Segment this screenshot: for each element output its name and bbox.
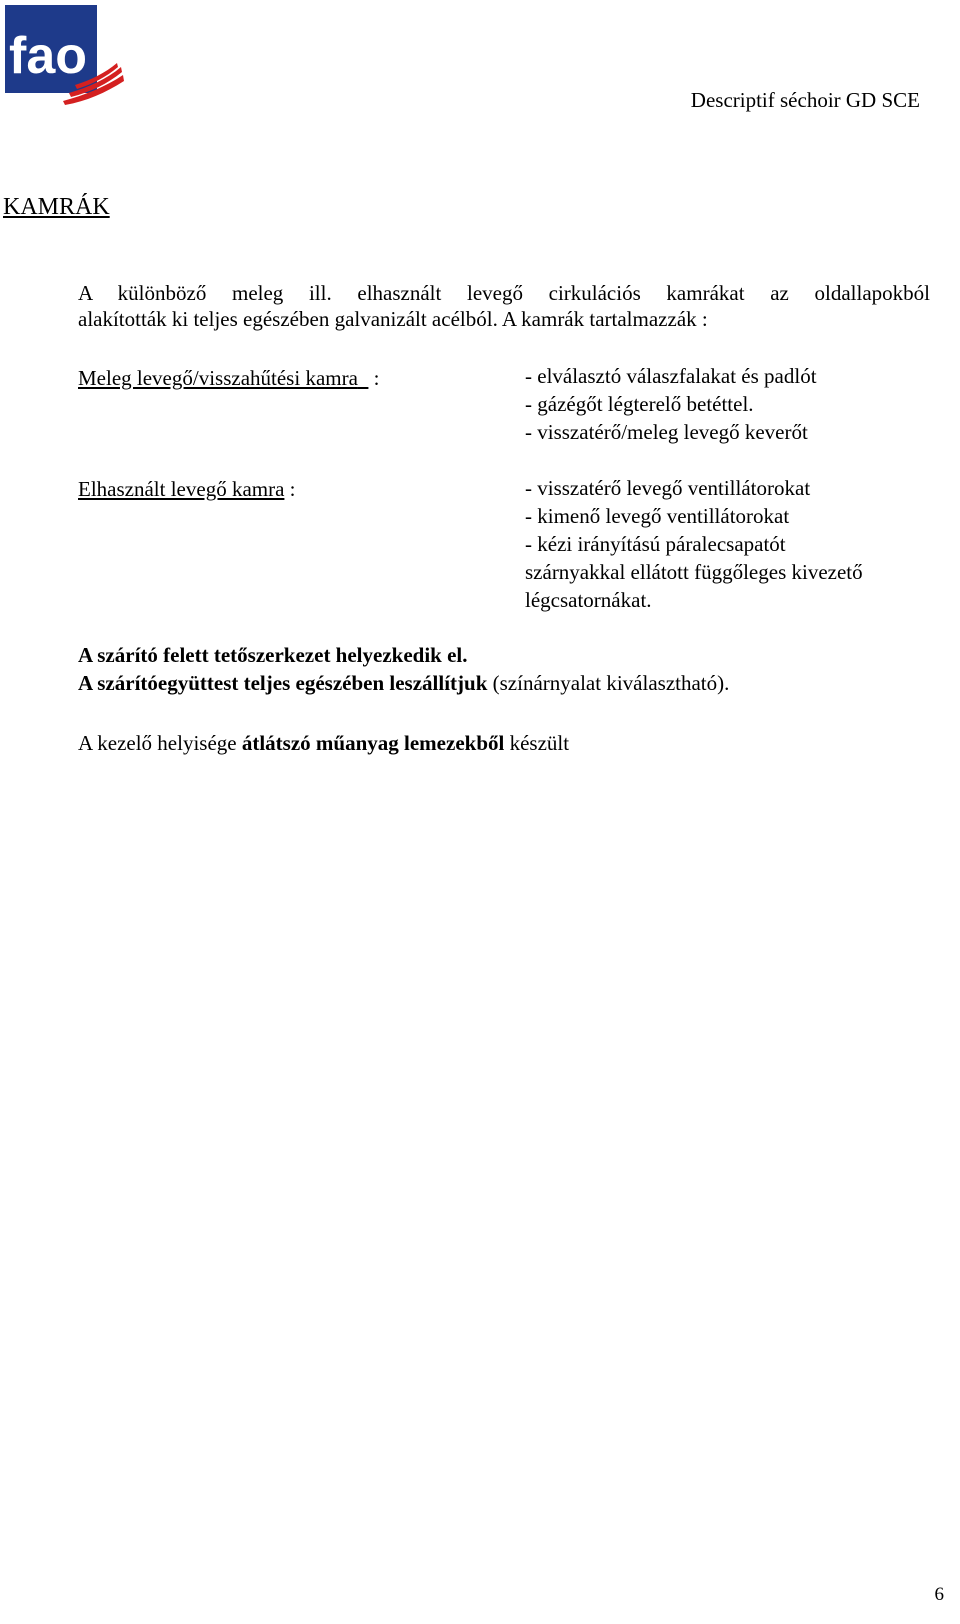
intro-line-1: A különböző meleg ill. elhasznált levegő cirkulációs kamrákat az oldallapokból [78, 281, 930, 305]
note-delivery [78, 671, 729, 696]
page-number: 6 [934, 1584, 944, 1605]
chamber-label-colon: : [368, 366, 380, 390]
note-delivery-rest: (színárnyalat kiválasztható). [487, 671, 730, 695]
list-item: - kimenő levegő ventillátorokat [525, 504, 790, 528]
chamber-items-exhaust [525, 474, 863, 614]
note-operator-suffix: készült [504, 731, 570, 755]
list-item: - visszatérő/meleg levegő keverőt [525, 420, 808, 444]
list-item: - gázégőt légterelő betéttel. [525, 392, 754, 416]
note-operator-bold: átlátszó műanyag lemezekből [241, 731, 505, 755]
document-title: Descriptif séchoir GD SCE [690, 88, 920, 112]
note-operator-room [78, 731, 569, 756]
logo-text: fao [9, 27, 87, 85]
list-item: - visszatérő levegő ventillátorokat [525, 476, 811, 500]
note-operator-prefix: A kezelő helyisége [78, 731, 242, 755]
chamber-label-text: Elhasznált levegő kamra [78, 477, 285, 501]
fao-logo-graphic [5, 5, 125, 107]
fao-logo [5, 5, 125, 107]
note-roof [78, 643, 468, 668]
list-item: - kézi irányítású páralecsapatót [525, 532, 786, 556]
chamber-label-text: Meleg levegő/visszahűtési kamra [78, 366, 358, 390]
section-heading: KAMRÁK [3, 194, 110, 220]
chamber-label-hot-air [78, 366, 380, 391]
list-item: - elválasztó válaszfalakat és padlót [525, 364, 817, 388]
list-item: légcsatornákat. [525, 588, 652, 612]
note-delivery-bold: A szárítóegyüttest teljes egészében leszállítjuk [78, 671, 488, 695]
chamber-label-colon: : [284, 477, 296, 501]
chamber-label-exhaust [78, 477, 296, 502]
note-roof-text: A szárító felett tetőszerkezet helyezkedik el. [78, 643, 468, 667]
chamber-items-hot-air [525, 362, 817, 446]
intro-line-2: alakították ki teljes egészében galvanizált acélból. A kamrák tartalmazzák : [78, 307, 708, 331]
list-item: szárnyakkal ellátott függőleges kivezető [525, 560, 863, 584]
